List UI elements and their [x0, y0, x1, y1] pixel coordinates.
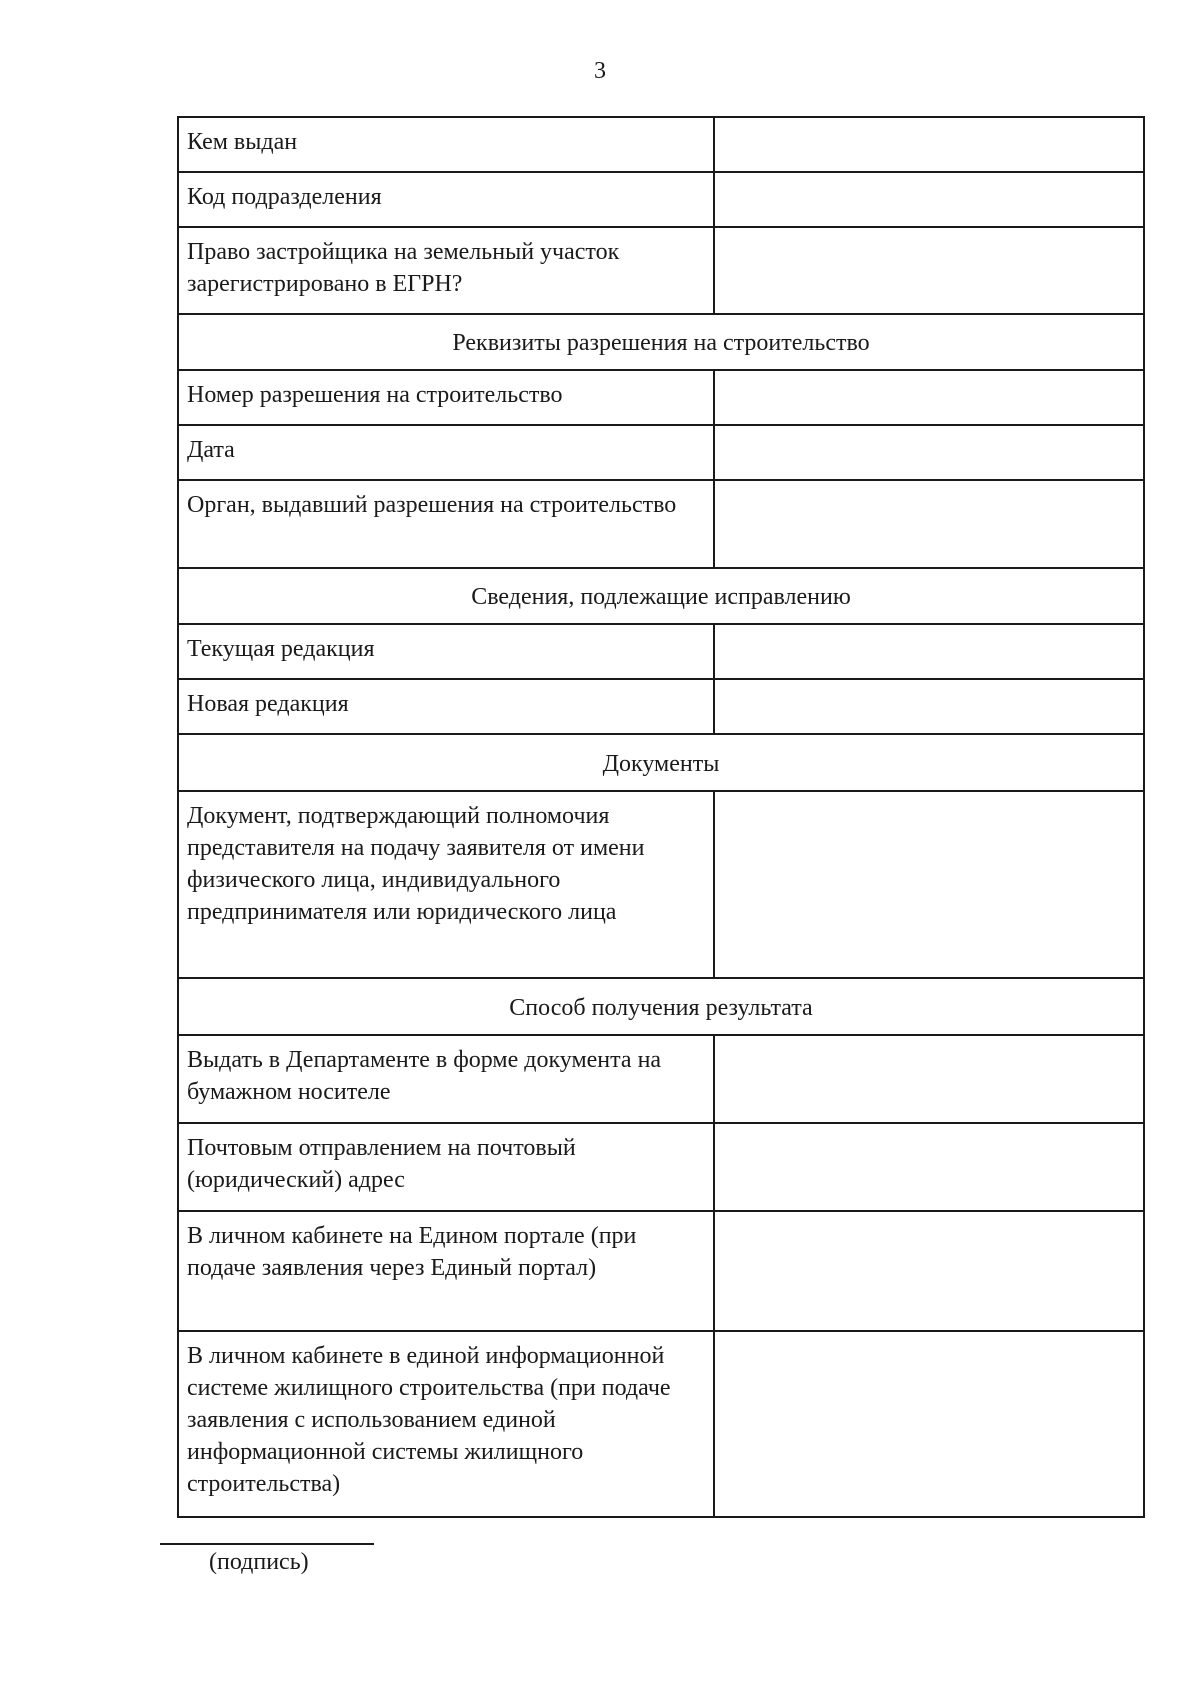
field-value-cell[interactable]	[714, 172, 1144, 227]
field-label: Выдать в Департаменте в форме документа на бумажном носителе	[178, 1035, 714, 1123]
form-field-row	[178, 1123, 1144, 1211]
form-field-row	[178, 480, 1144, 568]
section-title: Реквизиты разрешения на строительство	[178, 314, 1144, 370]
field-label: Документ, подтверждающий полномочия представителя на подачу заявителя от имени физического лица, индивидуального предпринимателя или юридического лица	[178, 791, 714, 978]
field-value-cell[interactable]	[714, 624, 1144, 679]
field-value-cell[interactable]	[714, 227, 1144, 314]
form-field-row	[178, 227, 1144, 314]
form-field-row	[178, 791, 1144, 978]
field-value-cell[interactable]	[714, 1123, 1144, 1211]
page-number: 3	[594, 58, 606, 84]
field-label: В личном кабинете в единой информационной системе жилищного строительства (при подаче заявления с использованием единой информационной системы жилищного строительства)	[178, 1331, 714, 1517]
field-value-cell[interactable]	[714, 679, 1144, 734]
form-field-row	[178, 1331, 1144, 1517]
field-value-cell[interactable]	[714, 1035, 1144, 1123]
field-label: Почтовым отправлением на почтовый (юридический) адрес	[178, 1123, 714, 1211]
form-table-body	[178, 117, 1144, 1517]
section-title: Способ получения результата	[178, 978, 1144, 1035]
section-header-row	[178, 734, 1144, 791]
form-field-row	[178, 370, 1144, 425]
field-label: Текущая редакция	[178, 624, 714, 679]
field-label: Дата	[178, 425, 714, 480]
section-header-row	[178, 568, 1144, 624]
field-value-cell[interactable]	[714, 1331, 1144, 1517]
form-field-row	[178, 624, 1144, 679]
field-label: Новая редакция	[178, 679, 714, 734]
field-value-cell[interactable]	[714, 480, 1144, 568]
field-label: Орган, выдавший разрешения на строительство	[178, 480, 714, 568]
signature-line	[160, 1543, 374, 1545]
field-label: В личном кабинете на Едином портале (при подаче заявления через Единый портал)	[178, 1211, 714, 1331]
section-title: Сведения, подлежащие исправлению	[178, 568, 1144, 624]
field-label: Номер разрешения на строительство	[178, 370, 714, 425]
field-value-cell[interactable]	[714, 117, 1144, 172]
field-value-cell[interactable]	[714, 370, 1144, 425]
form-field-row	[178, 1035, 1144, 1123]
signature-caption: (подпись)	[209, 1549, 309, 1575]
form-field-row	[178, 679, 1144, 734]
form-field-row	[178, 117, 1144, 172]
field-label: Код подразделения	[178, 172, 714, 227]
form-field-row	[178, 425, 1144, 480]
field-value-cell[interactable]	[714, 1211, 1144, 1331]
section-title: Документы	[178, 734, 1144, 791]
field-value-cell[interactable]	[714, 791, 1144, 978]
field-label: Кем выдан	[178, 117, 714, 172]
field-label: Право застройщика на земельный участок зарегистрировано в ЕГРН?	[178, 227, 714, 314]
field-value-cell[interactable]	[714, 425, 1144, 480]
section-header-row	[178, 978, 1144, 1035]
form-field-row	[178, 172, 1144, 227]
application-form-table	[177, 116, 1145, 1518]
section-header-row	[178, 314, 1144, 370]
form-field-row	[178, 1211, 1144, 1331]
